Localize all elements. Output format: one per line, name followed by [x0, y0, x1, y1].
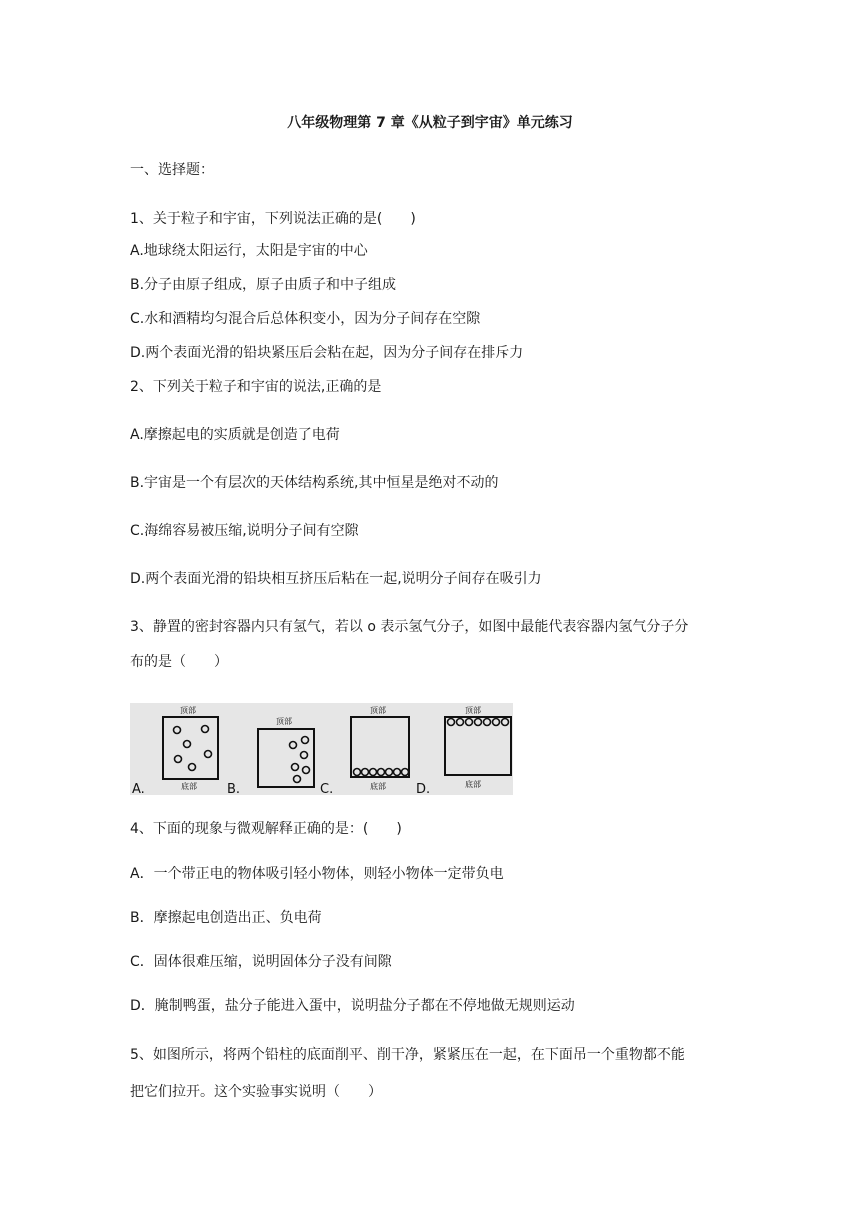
question-1-option-b: B.分子由原子组成，原子由质子和中子组成	[130, 277, 397, 293]
question-5-stem-line-2: 把它们拉开。这个实验事实说明（ ）	[130, 1084, 382, 1100]
question-1-option-c: C.水和酒精均匀混合后总体积变小，因为分子间存在空隙	[130, 311, 481, 327]
container-c-bottom-label: 底部	[370, 782, 386, 791]
question-4-option-c: C．固体很难压缩，说明固体分子没有间隙	[130, 954, 392, 970]
question-3-stem-line-2: 布的是（ ）	[130, 654, 228, 670]
question-1-option-a: A.地球绕太阳运行，太阳是宇宙的中心	[130, 243, 368, 259]
container-d	[445, 717, 511, 775]
molecule-distribution-figure	[130, 703, 513, 795]
container-b-top-label: 顶部	[276, 717, 292, 726]
container-a-bottom-label: 底部	[181, 782, 197, 791]
question-3-stem-line-1: 3、静置的密封容器内只有氢气，若以 o 表示氢气分子，如图中最能代表容器内氢气分子分	[130, 619, 689, 635]
option-label-c: C.	[320, 782, 334, 795]
question-2-option-a: A.摩擦起电的实质就是创造了电荷	[130, 427, 340, 443]
page-title: 八年级物理第 7 章《从粒子到宇宙》单元练习	[287, 115, 573, 131]
container-d-top-label: 顶部	[465, 706, 481, 715]
container-a-top-label: 顶部	[180, 706, 196, 715]
question-2-option-c: C.海绵容易被压缩,说明分子间有空隙	[130, 523, 359, 539]
container-c	[351, 717, 409, 777]
question-4-stem: 4、下面的现象与微观解释正确的是：( )	[130, 821, 402, 837]
question-2-option-b: B.宇宙是一个有层次的天体结构系统,其中恒星是绝对不动的	[130, 475, 499, 491]
container-c-top-label: 顶部	[370, 706, 386, 715]
question-1-option-d: D.两个表面光滑的铅块紧压后会粘在起，因为分子间存在排斥力	[130, 345, 524, 361]
option-label-a: A.	[132, 782, 145, 795]
question-2-stem: 2、下列关于粒子和宇宙的说法,正确的是	[130, 379, 382, 395]
container-a	[163, 717, 218, 779]
option-label-d: D.	[416, 782, 431, 795]
question-4-option-b: B．摩擦起电创造出正、负电荷	[130, 910, 322, 926]
question-5-stem-line-1: 5、如图所示，将两个铅柱的底面削平、削干净，紧紧压在一起，在下面吊一个重物都不能	[130, 1047, 685, 1063]
question-4-option-a: A．一个带正电的物体吸引轻小物体，则轻小物体一定带负电	[130, 866, 504, 882]
container-d-bottom-label: 底部	[465, 780, 481, 789]
section-heading: 一、选择题：	[130, 162, 214, 178]
question-1-stem: 1、关于粒子和宇宙，下列说法正确的是( )	[130, 211, 416, 227]
question-2-option-d: D.两个表面光滑的铅块相互挤压后粘在一起,说明分子间存在吸引力	[130, 571, 542, 587]
option-label-b: B.	[227, 782, 241, 795]
container-b	[258, 729, 314, 787]
question-4-option-d: D．腌制鸭蛋，盐分子能进入蛋中，说明盐分子都在不停地做无规则运动	[130, 998, 575, 1014]
